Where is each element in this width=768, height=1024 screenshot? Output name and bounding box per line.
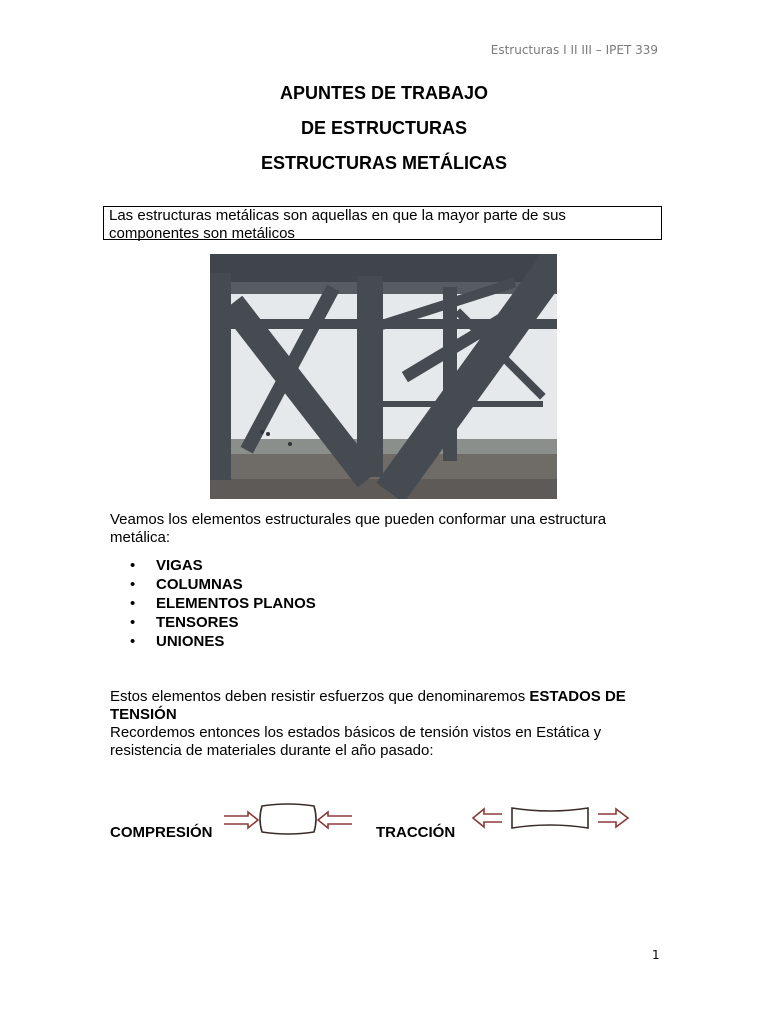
tension-paragraph: [110, 688, 670, 760]
compression-block-icon: [260, 804, 316, 834]
definition-line-1: Las estructuras metálicas son aquellas en que la mayor parte de sus: [109, 207, 566, 224]
compression-label: COMPRESIÓN: [110, 824, 213, 841]
list-item: • VIGAS: [130, 556, 316, 575]
tension-term-a: ESTADOS DE: [529, 688, 626, 705]
page-number: 1: [652, 948, 660, 962]
tension-line-1: [110, 688, 670, 706]
title-line-1: APUNTES DE TRABAJO: [279, 83, 489, 103]
definition-line-2: componentes son metálicos: [109, 225, 295, 242]
intro-line-1: Veamos los elementos estructurales que pueden conformar una estructura: [110, 511, 607, 528]
steel-bridge-photo: [210, 254, 557, 499]
compression-arrow-left-icon: [224, 812, 258, 828]
traction-label: TRACCIÓN: [376, 824, 456, 841]
title-line-2: DE ESTRUCTURAS: [300, 118, 467, 138]
traction-arrow-right-icon: [598, 809, 628, 827]
intro-line-2: metálica:: [110, 529, 171, 546]
traction-diagram: [470, 796, 632, 842]
tension-line-2: [110, 706, 670, 724]
title-line-3: ESTRUCTURAS METÁLICAS: [261, 153, 507, 173]
definition-box: [103, 206, 662, 240]
traction-bar-icon: [512, 808, 588, 828]
list-item: • ELEMENTOS PLANOS: [130, 594, 316, 613]
tension-term-b: TENSIÓN: [110, 706, 177, 723]
list-item: • TENSORES: [130, 613, 316, 632]
list-item: • COLUMNAS: [130, 575, 316, 594]
traction-arrow-left-icon: [473, 809, 502, 827]
structural-elements-list: [130, 556, 316, 651]
steel-bridge-illustration: [210, 254, 557, 499]
compression-arrow-right-icon: [318, 812, 352, 828]
tension-line-4: resistencia de materiales durante el año pasado:: [110, 742, 434, 759]
page-title: [0, 76, 768, 181]
tension-lead: Estos elementos deben resistir esfuerzos que denominaremos: [110, 688, 530, 705]
header-course: Estructuras I II III – IPET 339: [490, 43, 658, 57]
list-item: • UNIONES: [130, 632, 316, 651]
compression-diagram: [222, 796, 354, 842]
intro-paragraph: [110, 511, 670, 547]
tension-line-3: Recordemos entonces los estados básicos de tensión vistos en Estática y: [110, 724, 602, 741]
